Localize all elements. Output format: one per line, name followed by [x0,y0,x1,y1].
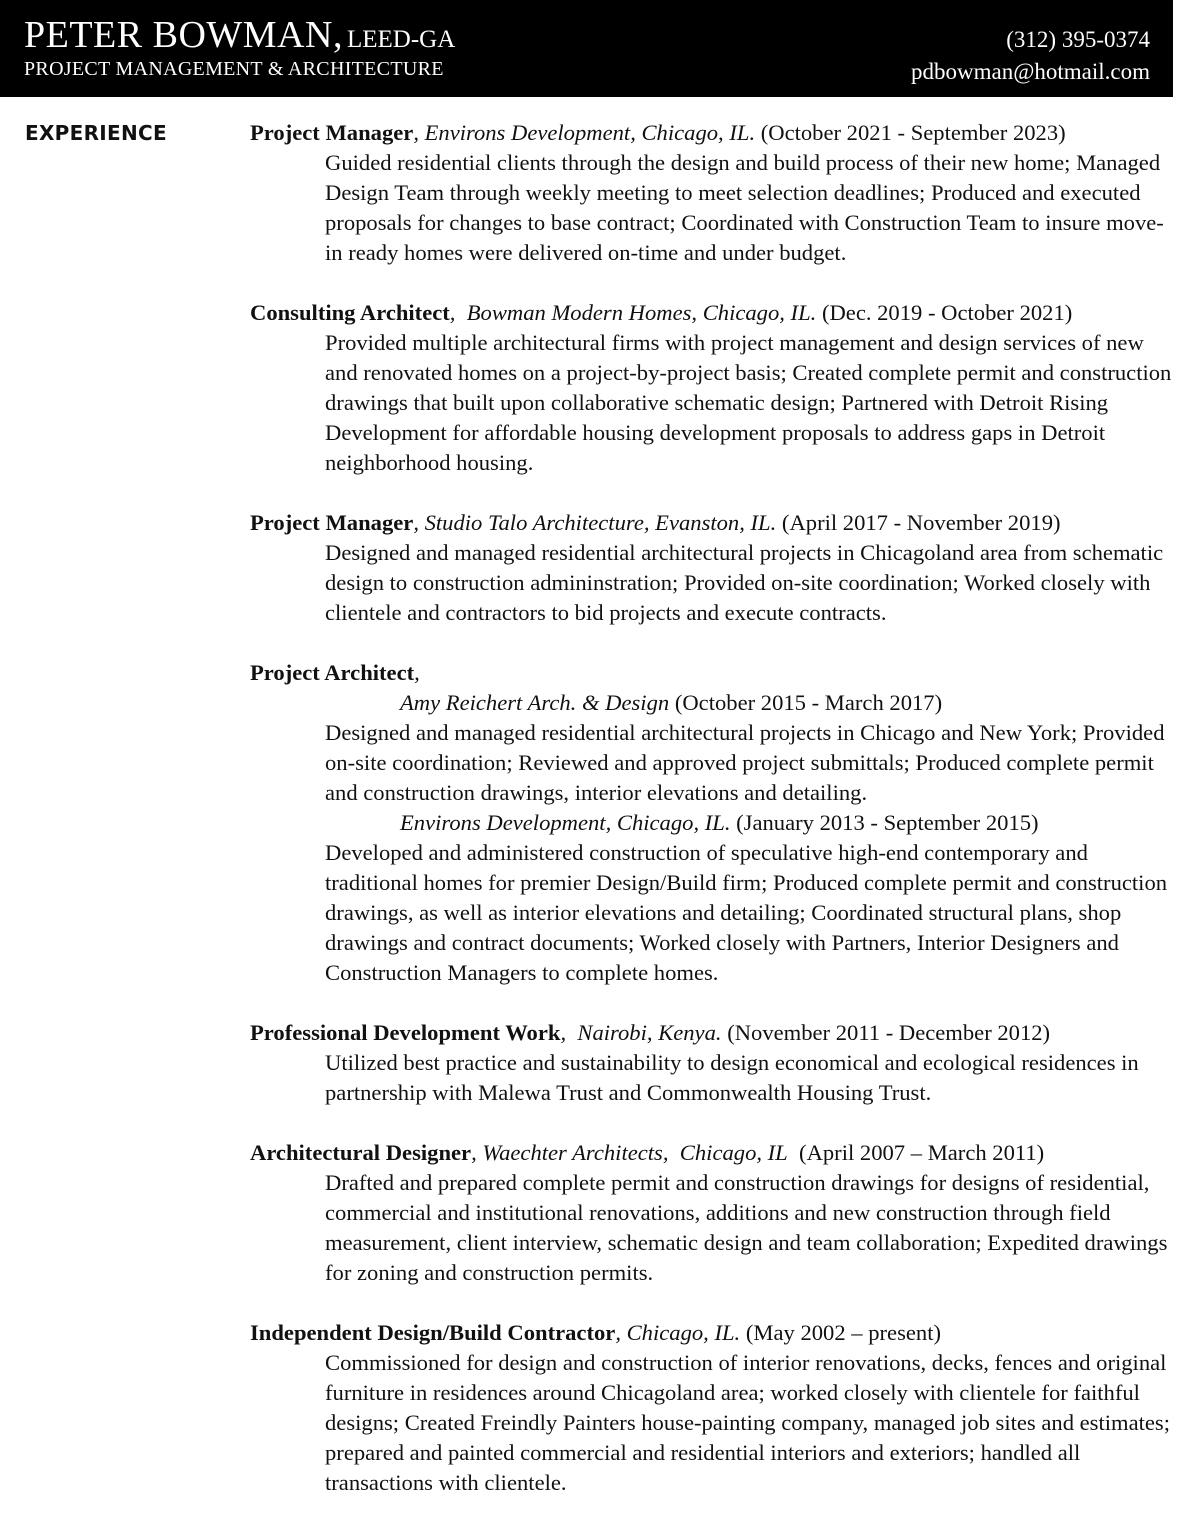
job-organization: , Chicago, IL. [615,1320,741,1345]
entry-heading [250,298,1180,328]
name-line [24,16,455,54]
job-role: Project Manager [250,120,414,145]
sub-entry-heading [250,688,1180,718]
job-description: Commissioned for design and construction of interior renovations, decks, fences and original furniture in residences around Chicagoland area; worked closely with clientele for faithful designs; Created Freindly Painters house-painting company, managed job sites and estimates; prepared and painted commercial and residential interiors and exteriors; handled all transactions with clientele. [325,1350,1170,1495]
sub-entry-heading [250,808,1180,838]
job-dates: (Dec. 2019 - October 2021) [816,300,1073,325]
job-role: Professional Development Work [250,1020,561,1045]
candidate-credential: LEED-GA [346,26,456,53]
resume-header [0,0,1173,97]
job-description: Guided residential clients through the design and build process of their new home; Managed Design Team through weekly meeting to meet selection deadlines; Produced and executed proposals for changes to base contract; Coordinated with Construction Team to insure move-in ready homes were delivered on-time and under budget. [325,150,1164,265]
job-role: Project Manager [250,510,414,535]
entry-heading [250,118,1180,148]
job-organization: , Bowman Modern Homes, Chicago, IL. [449,300,817,325]
sub-organization: Environs Development, Chicago, IL. [400,810,731,835]
sub-organization: Amy Reichert Arch. & Design [400,690,670,715]
experience-entry [250,1318,1180,1498]
candidate-name: PETER BOWMAN, [24,14,343,56]
job-dates: (May 2002 – present) [740,1320,942,1345]
sub-dates: (January 2013 - September 2015) [730,810,1039,835]
job-dates: (October 2021 - September 2023) [755,120,1066,145]
job-dates: (April 2007 – March 2011) [787,1140,1045,1165]
job-organization: , Nairobi, Kenya. [560,1020,722,1045]
experience-entry [250,118,1180,268]
experience-entry [250,298,1180,478]
entry-heading [250,658,1180,688]
experience-list [250,118,1180,1528]
job-role: Independent Design/Build Contractor [250,1320,616,1345]
job-organization: , Studio Talo Architecture, Evanston, IL. [413,510,777,535]
entry-heading [250,508,1180,538]
job-description: Provided multiple architectural firms with project management and design services of new and renovated homes on a project-by-project basis; Created complete permit and construction drawings that built upon collaborative schematic design; Partnered with Detroit Rising Development for affordable housing development proposals to address gaps in Detroit neighborhood housing. [325,330,1172,475]
experience-entry [250,658,1180,988]
entry-heading [250,1138,1180,1168]
job-organization: , Environs Development, Chicago, IL. [413,120,756,145]
entry-heading [250,1018,1180,1048]
job-organization: , Waechter Architects, Chicago, IL [471,1140,788,1165]
experience-entry [250,1018,1180,1108]
job-role: Project Architect [250,660,415,685]
phone-number: (312) 395-0374 [1006,27,1150,52]
sub-dates: (October 2015 - March 2017) [669,690,943,715]
candidate-tagline: PROJECT MANAGEMENT & ARCHITECTURE [24,58,444,80]
job-organization: , [414,660,420,685]
job-dates: (April 2017 - November 2019) [776,510,1061,535]
job-description: Utilized best practice and sustainability to design economical and ecological residences in partnership with Malewa Trust and Commonwealth Housing Trust. [325,1050,1139,1105]
contact-block [911,24,1150,88]
sub-description: Developed and administered construction of speculative high-end contemporary and traditional homes for premier Design/Build firm; Produced complete permit and construction drawings, as well as interior elevations and detailing; Coordinated structural plans, shop drawings and contract documents; Worked closely with Partners, Interior Designers and Construction Managers to complete homes. [325,840,1168,985]
sub-description: Designed and managed residential architectural projects in Chicago and New York; Provided on-site coordination; Reviewed and approved project submittals; Produced complete permit and construction drawings, interior elevations and detailing. [325,720,1165,805]
email-address: pdbowman@hotmail.com [910,59,1150,84]
job-dates: (November 2011 - December 2012) [721,1020,1051,1045]
experience-entry [250,1138,1180,1288]
job-role: Architectural Designer [250,1140,472,1165]
job-description: Designed and managed residential architectural projects in Chicagoland area from schematic design to construction admininstration; Provided on-site coordination; Worked closely with clientele and contractors to bid projects and execute contracts. [325,540,1164,625]
job-role: Consulting Architect [250,300,450,325]
job-description: Drafted and prepared complete permit and construction drawings for designs of residential, commercial and institutional renovations, additions and new construction through field measurement, client interview, schematic design and team collaboration; Expedited drawings for zoning and construction permits. [325,1170,1168,1285]
experience-section-title: EXPERIENCE [25,121,167,145]
experience-entry [250,508,1180,628]
entry-heading [250,1318,1180,1348]
